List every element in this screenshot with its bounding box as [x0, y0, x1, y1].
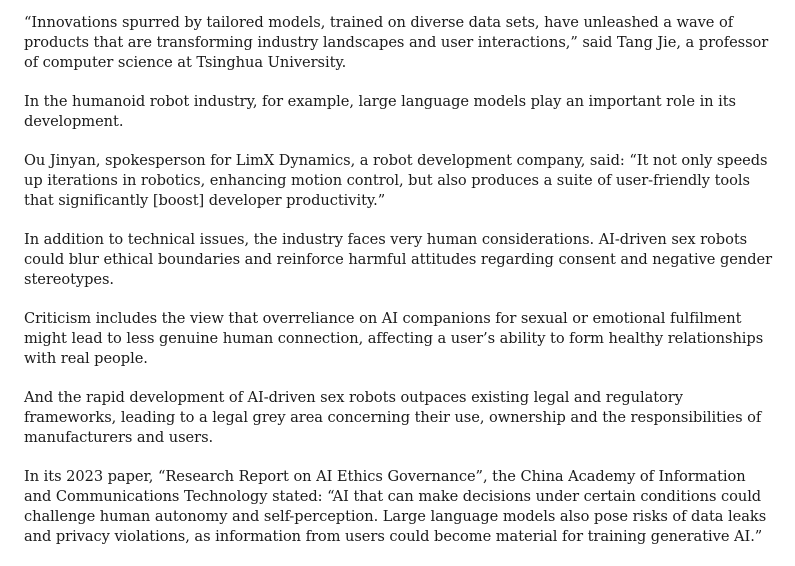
paragraph-ethics-report: In its 2023 paper, “Research Report on AI Ethics Governance”, the China Academy of Information and Communications Technology stated: “AI that can make decisions under certain conditions could challenge human autonomy and self-perception. Large language models also pose risks of data leaks and privacy violations, as information from users could become material for training generative AI.” — [24, 468, 767, 545]
paragraph-limx-quote: Ou Jinyan, spokesperson for LimX Dynamics, a robot development company, said: “It not only speeds up iterations in robotics, enhancing motion control, but also produces a suite of user-friendly tools that significantly [boost] developer productivity.” — [24, 152, 768, 209]
paragraph-humanoid-robots: In the humanoid robot industry, for example, large language models play an important role in its development. — [24, 93, 736, 130]
paragraph-criticism: Criticism includes the view that overreliance on AI companions for sexual or emotional fulfilment might lead to less genuine human connection, affecting a user’s ability to form healthy relationships with real people. — [24, 310, 764, 367]
paragraph-tang-jie-quote: “Innovations spurred by tailored models, trained on diverse data sets, have unleashed a wave of products that are transforming industry landscapes and user interactions,” said Tang Jie, a professor of computer science at Tsinghua University. — [24, 14, 769, 71]
paragraph-legal-frameworks: And the rapid development of AI-driven sex robots outpaces existing legal and regulatory frameworks, leading to a legal grey area concerning their use, ownership and the responsibilities of manufacturers and users. — [24, 389, 762, 446]
paragraph-human-considerations: In addition to technical issues, the industry faces very human considerations. AI-driven sex robots could blur ethical boundaries and reinforce harmful attitudes regarding consent and negative gender stereotypes. — [24, 231, 773, 288]
article-body — [24, 13, 776, 566]
